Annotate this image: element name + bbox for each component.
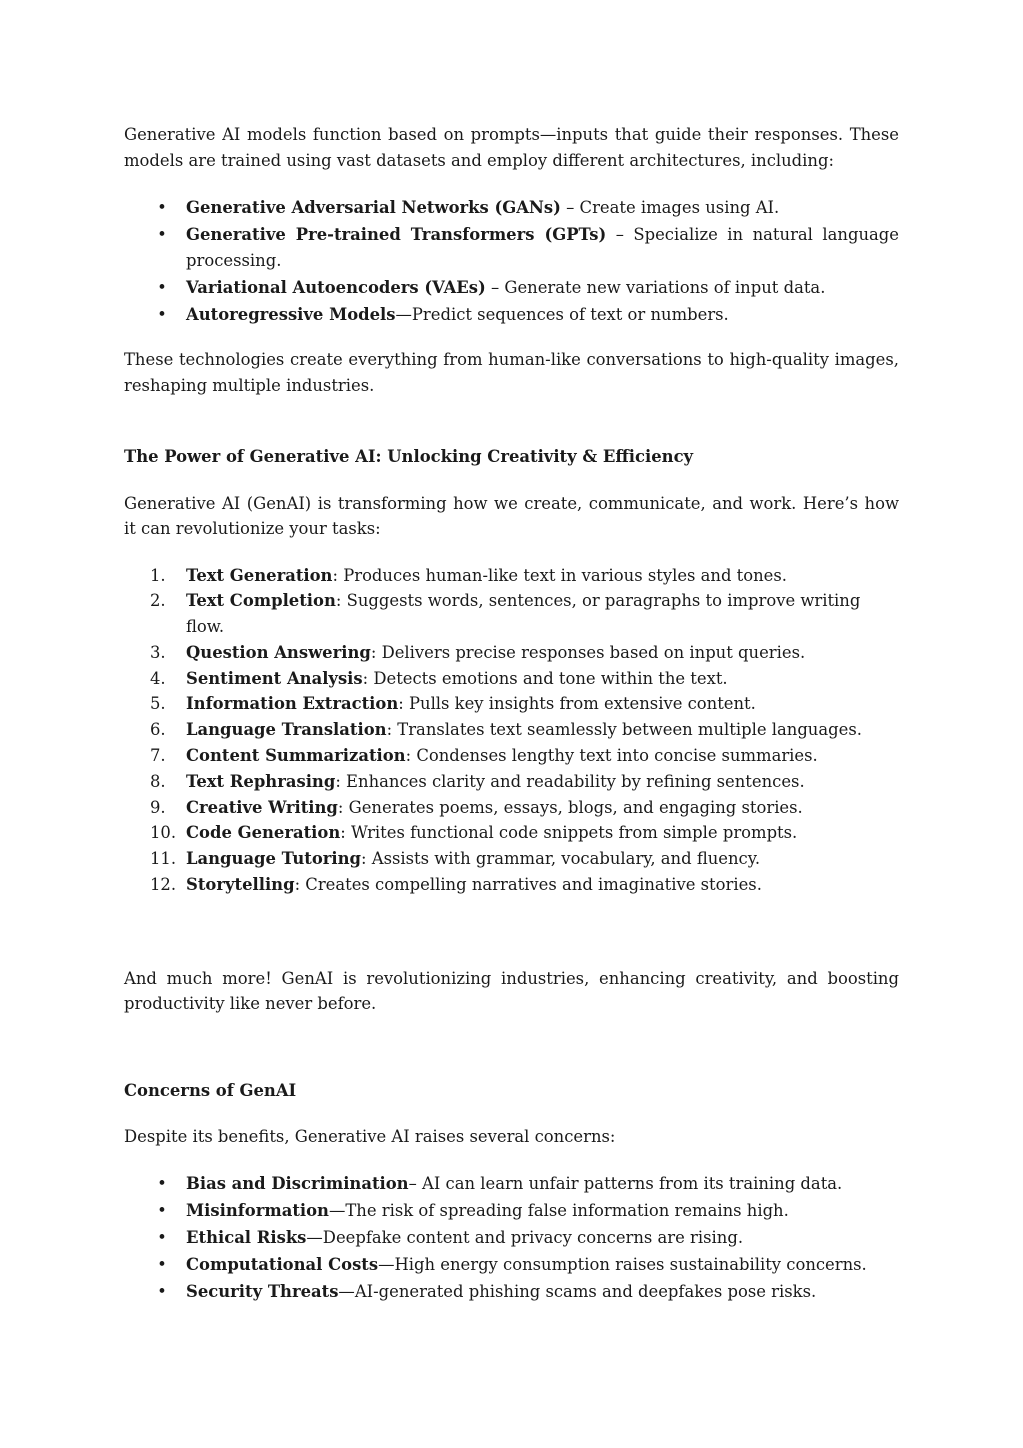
item-number: 2. — [150, 591, 166, 611]
item-description: —Deepfake content and privacy concerns are rising. — [306, 1227, 744, 1247]
list-item — [124, 1279, 899, 1305]
bullet-icon: • — [157, 1227, 167, 1247]
bullet-icon: • — [157, 198, 167, 217]
list-item — [124, 846, 899, 872]
list-item — [124, 820, 899, 846]
bullet-icon: • — [157, 1281, 167, 1301]
item-description: – Specialize in natural language processing. — [186, 225, 899, 270]
list-item — [124, 666, 899, 692]
item-term: Text Completion — [186, 591, 336, 611]
item-description: —Predict sequences of text or numbers. — [395, 304, 729, 324]
item-number: 7. — [150, 746, 166, 766]
item-number: 11. — [150, 849, 177, 869]
list-item — [124, 769, 899, 795]
list-item — [124, 743, 899, 769]
item-description: : Writes functional code snippets from simple prompts. — [340, 823, 798, 843]
architectures-summary: These technologies create everything from human-like conversations to high-quality images, reshaping multiple industries. — [124, 350, 899, 395]
item-description: : Creates compelling narratives and imaginative stories. — [294, 875, 762, 895]
list-item — [124, 222, 899, 273]
item-term: Language Translation — [186, 720, 387, 740]
item-number: 1. — [150, 565, 166, 585]
item-term: Security Threats — [186, 1281, 339, 1301]
item-term: Ethical Risks — [186, 1227, 307, 1247]
item-description: : Generates poems, essays, blogs, and engaging stories. — [337, 797, 803, 817]
list-item — [124, 563, 899, 589]
item-term: Generative Adversarial Networks (GANs) — [186, 198, 561, 217]
power-intro: Generative AI (GenAI) is transforming how we create, communicate, and work. Here’s how it can revolutionize your tasks: — [124, 493, 899, 538]
item-term: Misinformation — [186, 1200, 329, 1220]
item-description: : Produces human-like text in various styles and tones. — [332, 565, 788, 585]
item-term: Text Rephrasing — [186, 771, 336, 791]
item-term: Text Generation — [186, 565, 333, 585]
item-term: Question Answering — [186, 642, 371, 662]
list-item — [124, 302, 899, 328]
item-term: Autoregressive Models — [186, 304, 396, 324]
item-description: : Condenses lengthy text into concise summaries. — [405, 746, 818, 766]
list-item — [124, 1252, 899, 1278]
item-term: Variational Autoencoders (VAEs) — [186, 277, 486, 297]
list-item — [124, 795, 899, 821]
item-description: : Detects emotions and tone within the text. — [362, 668, 728, 688]
item-term: Computational Costs — [186, 1254, 379, 1274]
item-description: : Enhances clarity and readability by refining sentences. — [335, 771, 805, 791]
item-term: Generative Pre-trained Transformers (GPTs) — [186, 225, 607, 244]
item-term: Storytelling — [186, 875, 295, 895]
item-term: Sentiment Analysis — [186, 668, 363, 688]
list-item — [124, 1171, 899, 1197]
document-page — [124, 122, 899, 1306]
list-item — [124, 275, 899, 301]
item-number: 5. — [150, 694, 166, 714]
architectures-list — [124, 195, 899, 327]
item-term: Creative Writing — [186, 797, 338, 817]
item-description: : Delivers precise responses based on input queries. — [370, 642, 806, 662]
list-item — [124, 1225, 899, 1251]
bullet-icon: • — [157, 225, 167, 244]
item-term: Information Extraction — [186, 694, 399, 714]
item-number: 10. — [150, 823, 177, 843]
list-item — [124, 872, 899, 898]
item-description: – Create images using AI. — [560, 198, 780, 217]
conclusion-paragraph: And much more! GenAI is revolutionizing industries, enhancing creativity, and boosting productivity like never before. — [124, 968, 899, 1014]
concerns-heading: Concerns of GenAI — [124, 1080, 297, 1100]
list-item — [124, 691, 899, 717]
item-description: – AI can learn unfair patterns from its training data. — [408, 1173, 843, 1193]
intro-paragraph: Generative AI models function based on prompts—inputs that guide their responses. These models are trained using vast datasets and employ different architectures, including: — [124, 125, 899, 170]
bullet-icon: • — [157, 304, 167, 324]
item-number: 8. — [150, 771, 166, 791]
item-description: : Pulls key insights from extensive content. — [398, 694, 756, 714]
bullet-icon: • — [157, 277, 167, 297]
list-item — [124, 588, 899, 640]
bullet-icon: • — [157, 1173, 167, 1193]
power-heading: The Power of Generative AI: Unlocking Creativity & Efficiency — [124, 447, 694, 466]
list-item — [124, 717, 899, 743]
item-description: —AI-generated phishing scams and deepfakes pose risks. — [338, 1281, 817, 1301]
item-number: 6. — [150, 720, 166, 740]
item-number: 4. — [150, 668, 166, 688]
list-item — [124, 195, 899, 221]
capabilities-list — [124, 563, 899, 898]
item-description: —The risk of spreading false information remains high. — [328, 1200, 789, 1220]
item-description: —High energy consumption raises sustainability concerns. — [378, 1254, 867, 1274]
item-number: 12. — [150, 875, 177, 895]
item-description: – Generate new variations of input data. — [485, 277, 826, 297]
item-term: Bias and Discrimination — [186, 1173, 409, 1193]
item-number: 9. — [150, 797, 166, 817]
item-term: Code Generation — [186, 823, 341, 843]
bullet-icon: • — [157, 1200, 167, 1220]
item-number: 3. — [150, 642, 166, 662]
concerns-intro: Despite its benefits, Generative AI raises several concerns: — [124, 1127, 616, 1147]
item-term: Language Tutoring — [186, 849, 362, 869]
item-term: Content Summarization — [186, 746, 406, 766]
bullet-icon: • — [157, 1254, 167, 1274]
concerns-list — [124, 1171, 899, 1305]
list-item — [124, 640, 899, 666]
item-description: : Assists with grammar, vocabulary, and fluency. — [361, 849, 761, 869]
list-item — [124, 1198, 899, 1224]
item-description: : Suggests words, sentences, or paragraphs to improve writing flow. — [186, 591, 861, 637]
item-description: : Translates text seamlessly between multiple languages. — [386, 720, 862, 740]
